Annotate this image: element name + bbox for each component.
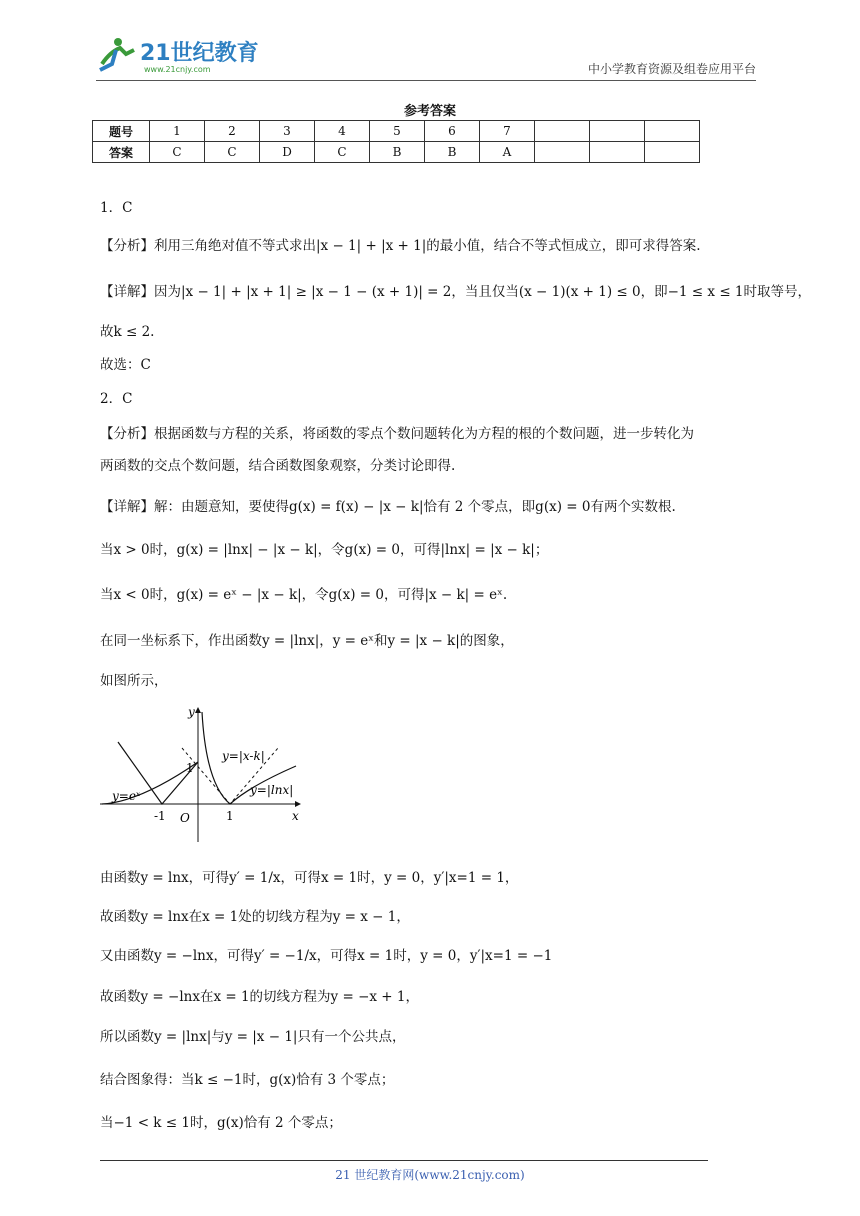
cell-number: 3 — [260, 121, 315, 142]
label-abs-x-k: y=|x-k| — [222, 749, 265, 763]
cell-answer: B — [370, 142, 425, 163]
q2-tangent-2: 故函数y = −lnx在x = 1的切线方程为y = −x + 1， — [100, 989, 419, 1005]
table-row-answers — [93, 142, 700, 163]
row-label: 答案 — [93, 142, 150, 163]
site-logo — [96, 34, 266, 76]
origin-label: O — [180, 811, 190, 825]
q1-heading: 1．C — [100, 200, 133, 216]
q2-analysis-2: 两函数的交点个数问题，结合函数图象观察，分类讨论即得. — [100, 458, 456, 474]
q2-heading: 2．C — [100, 391, 133, 407]
q2-analysis-1: 【分析】根据函数与方程的关系，将函数的零点个数问题转化为方程的根的个数问题，进一步转化为 — [100, 426, 694, 442]
q2-case-positive: 当x > 0时，g(x) = |lnx| − |x − k|，令g(x) = 0，可得|lnx| = |x − k|； — [100, 542, 549, 558]
q1-choice: 故选：C — [100, 357, 151, 373]
row-label: 题号 — [93, 121, 150, 142]
logo-text: 21世纪教育 — [140, 41, 259, 66]
function-graph — [100, 704, 310, 844]
cell-number — [535, 121, 590, 142]
logo-url: www.21cnjy.com — [144, 65, 211, 74]
header-platform-text: 中小学教育资源及组卷应用平台 — [587, 62, 756, 76]
header-divider — [96, 80, 756, 81]
footer-divider — [100, 1160, 708, 1161]
cell-answer: A — [480, 142, 535, 163]
q1-conclusion: 故k ≤ 2. — [100, 324, 155, 340]
table-row-numbers — [93, 121, 700, 142]
q2-plot-text: 在同一坐标系下，作出函数y = |lnx|，y = eˣ和y = |x − k|的图象， — [100, 633, 514, 649]
answer-table — [92, 120, 700, 163]
cell-number — [645, 121, 700, 142]
runner-icon — [100, 38, 134, 70]
footer-text: 21 世纪教育网(www.21cnjy.com) — [335, 1168, 525, 1182]
q2-case-2: 当−1 < k ≤ 1时，g(x)恰有 2 个零点； — [100, 1115, 342, 1131]
cell-answer: B — [425, 142, 480, 163]
cell-number: 7 — [480, 121, 535, 142]
q2-case-1: 结合图象得：当k ≤ −1时，g(x)恰有 3 个零点； — [100, 1072, 395, 1088]
cell-number: 2 — [205, 121, 260, 142]
cell-answer — [535, 142, 590, 163]
q1-detail: 【详解】因为|x − 1| + |x + 1| ≥ |x − 1 − (x + 1)| = 2，当且仅当(x − 1)(x + 1) ≤ 0，即−1 ≤ x ≤ 1时取等号， — [100, 284, 812, 300]
q2-tangent-1: 故函数y = lnx在x = 1处的切线方程为y = x − 1， — [100, 909, 410, 925]
q1-analysis: 【分析】利用三角绝对值不等式求出|x − 1| + |x + 1|的最小值，结合不等式恒成立，即可求得答案. — [100, 238, 701, 254]
cell-number: 6 — [425, 121, 480, 142]
cell-answer: C — [205, 142, 260, 163]
cell-number: 1 — [150, 121, 205, 142]
q2-case-negative: 当x < 0时，g(x) = eˣ − |x − k|，令g(x) = 0，可得|x − k| = eˣ. — [100, 587, 508, 603]
label-abs-ln: y=|lnx| — [250, 783, 294, 797]
label-exp: y=eˣ — [112, 789, 141, 803]
y-tick-1: 1 — [186, 761, 194, 775]
x-tick-1: 1 — [226, 809, 234, 823]
q2-common-point: 所以函数y = |lnx|与y = |x − 1|只有一个公共点， — [100, 1029, 406, 1045]
cell-answer: C — [150, 142, 205, 163]
cell-answer — [590, 142, 645, 163]
cell-answer: D — [260, 142, 315, 163]
q2-figure-text: 如图所示， — [100, 673, 168, 689]
cell-number: 4 — [315, 121, 370, 142]
y-axis-label: y — [188, 705, 195, 719]
q2-detail: 【详解】解：由题意知，要使得g(x) = f(x) − |x − k|恰有 2 个零点，即g(x) = 0有两个实数根. — [100, 499, 676, 515]
cell-number — [590, 121, 645, 142]
q2-derivative-1: 由函数y = lnx，可得y′ = 1/x，可得x = 1时，y = 0，y′|x=1 = 1， — [100, 870, 519, 886]
x-tick-neg1: -1 — [154, 809, 166, 823]
page-title: 参考答案 — [403, 104, 456, 119]
q2-derivative-2: 又由函数y = −lnx，可得y′ = −1/x，可得x = 1时，y = 0，y′|x=1 = −1 — [100, 948, 553, 964]
x-axis-label: x — [292, 809, 299, 823]
cell-answer: C — [315, 142, 370, 163]
cell-number: 5 — [370, 121, 425, 142]
cell-answer — [645, 142, 700, 163]
